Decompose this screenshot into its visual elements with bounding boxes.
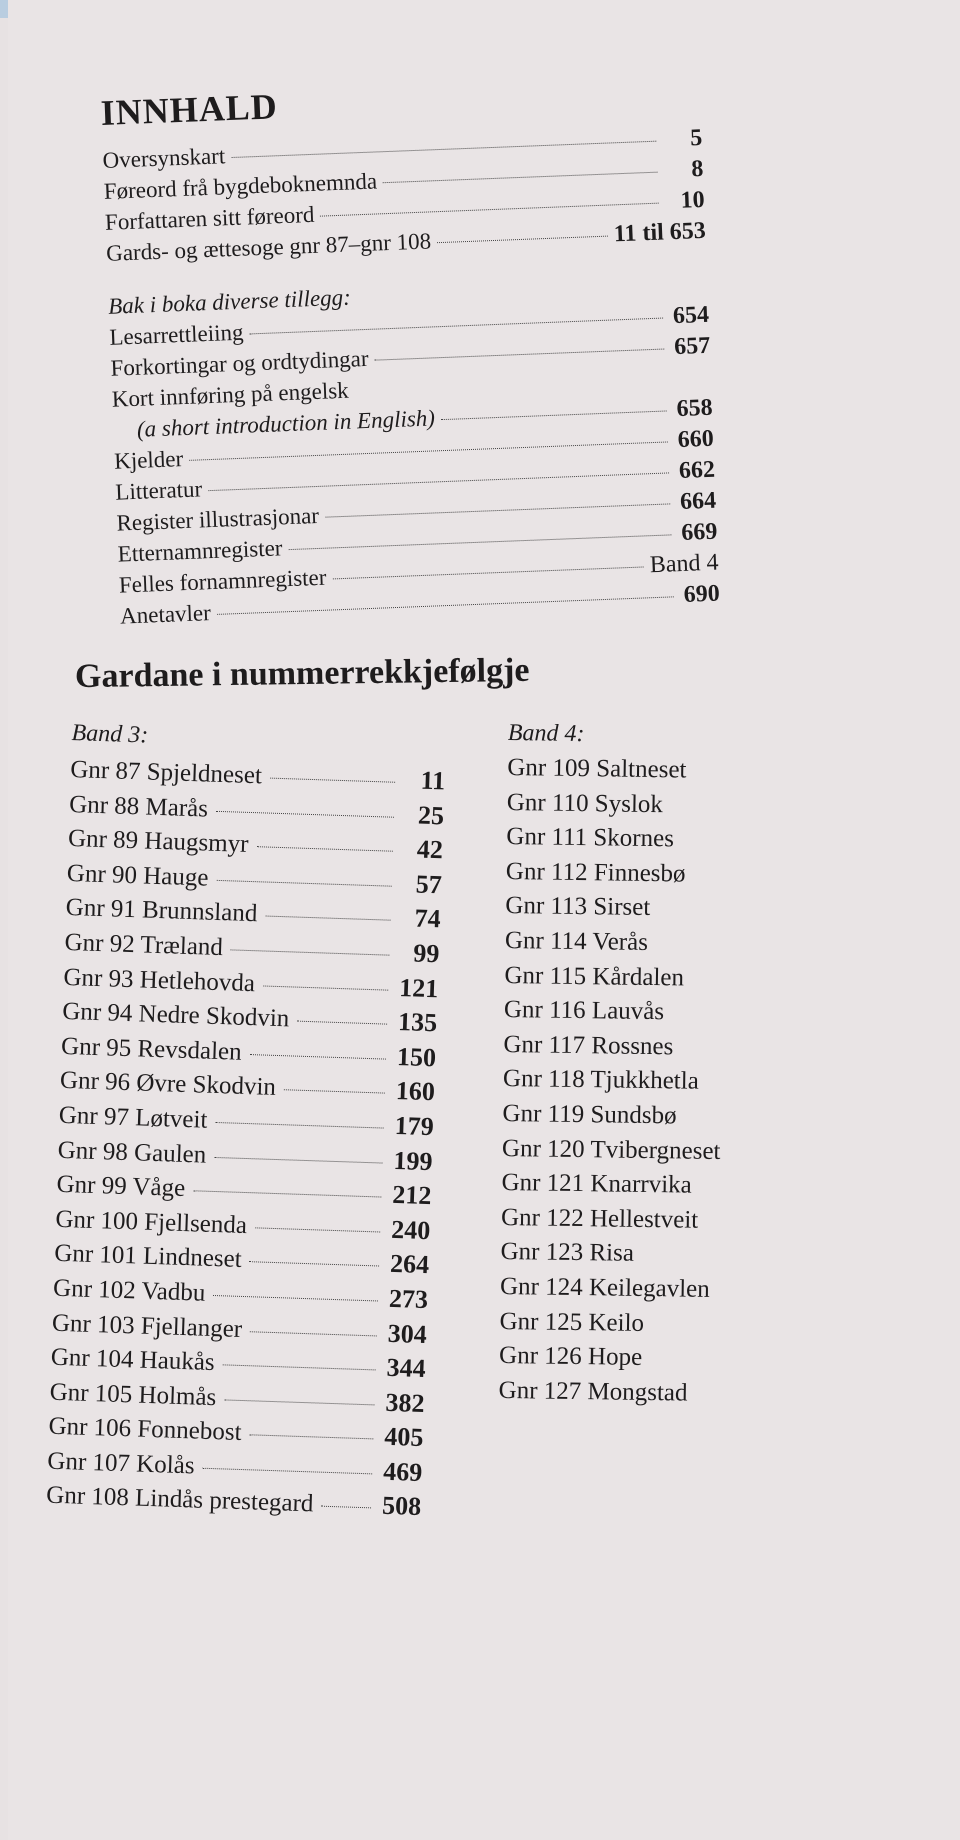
entry-label: Gnr 105 Holmås — [49, 1378, 217, 1411]
page-number: 264 — [389, 1249, 430, 1280]
leader-dots — [270, 778, 395, 783]
entry-label: Litteratur — [114, 476, 203, 505]
page-number: 469 — [382, 1456, 423, 1487]
page-number: 11 — [420, 765, 446, 796]
entry-label: Gnr 100 Fjellsenda — [55, 1205, 248, 1239]
leader-dots — [265, 916, 390, 921]
leader-dots — [255, 1227, 380, 1232]
leader-dots — [189, 441, 668, 460]
page-number: 199 — [393, 1145, 434, 1176]
leader-dots — [321, 1506, 371, 1509]
page-number: 99 — [412, 938, 440, 969]
farm-entry: Gnr 109 Saltneset — [507, 753, 687, 784]
farm-entry: Gnr 118 Tjukkhetla — [502, 1065, 699, 1096]
page-number: 150 — [396, 1041, 437, 1072]
farm-entry: Gnr 116 Lauvås — [503, 996, 665, 1026]
entry-label: Gnr 91 Brunnsland — [65, 894, 258, 928]
entry-label: Gnr 96 Øvre Skodvin — [59, 1067, 277, 1102]
page-number: 10 — [680, 186, 706, 214]
entry-label: Gnr 102 Vadbu — [52, 1274, 206, 1307]
entry-label: Gnr 92 Træland — [64, 928, 224, 962]
entry-label: Gnr 88 Marås — [68, 790, 209, 823]
page-number: 11 til 653 — [613, 217, 707, 248]
page-number: 273 — [388, 1283, 429, 1315]
leader-dots — [193, 1190, 381, 1197]
entry-label: Forfattaren sitt føreord — [104, 201, 315, 235]
page-number: 240 — [390, 1214, 431, 1245]
leader-dots — [215, 1122, 383, 1129]
farm-entry: Gnr 115 Kårdalen — [504, 961, 685, 992]
leader-dots — [202, 1468, 372, 1475]
leader-dots — [231, 141, 656, 158]
entry-label: Gnr 98 Gaulen — [57, 1136, 207, 1169]
leader-dots — [263, 985, 388, 990]
entry-label: Etternamnregister — [117, 535, 283, 567]
entry-label: Forkortingar og ordtydingar — [110, 345, 369, 381]
band3-label: Band 3: — [71, 720, 149, 749]
entry-label: Gnr 104 Haukås — [50, 1343, 216, 1377]
table-of-contents — [100, 69, 720, 635]
band4-label: Band 4: — [507, 720, 585, 748]
page-number: 57 — [415, 869, 443, 900]
entry-label: Felles fornamnregister — [118, 564, 327, 598]
band4-list — [498, 720, 808, 1415]
entry-label: Gnr 90 Hauge — [66, 859, 209, 892]
entry-label: (a short introduction in English) — [136, 405, 436, 442]
leader-dots — [288, 534, 671, 550]
leader-dots — [250, 1261, 379, 1266]
leader-dots — [249, 1435, 373, 1440]
entry-label: Gnr 107 Kolås — [46, 1447, 196, 1480]
farm-entry: Gnr 113 Sirset — [505, 892, 651, 922]
leader-dots — [208, 472, 669, 491]
page-number: 344 — [386, 1352, 427, 1384]
entry-label: Gnr 101 Lindneset — [53, 1240, 243, 1274]
page-number: 508 — [381, 1491, 422, 1522]
entry-label: Gnr 93 Hetlehovda — [63, 963, 256, 997]
leader-dots — [284, 1090, 385, 1094]
page-number: 664 — [679, 487, 717, 516]
leader-dots — [217, 596, 674, 615]
page-number: Band 4 — [649, 549, 720, 579]
farm-entry: Gnr 125 Keilo — [499, 1307, 645, 1337]
page-number: 25 — [417, 800, 445, 830]
entry-label: Gards- og ættesoge gnr 87–gnr 108 — [105, 228, 432, 266]
entry-label: Gnr 103 Fjellanger — [51, 1309, 243, 1343]
page-number: 160 — [395, 1076, 436, 1107]
leader-dots — [249, 318, 663, 335]
leader-dots — [213, 1295, 378, 1301]
farm-entry: Gnr 110 Syslok — [506, 788, 664, 818]
farm-entry: Gnr 114 Verås — [504, 926, 649, 956]
page-number: 135 — [397, 1007, 438, 1038]
page-number: 660 — [677, 425, 715, 454]
page-number: 304 — [387, 1318, 428, 1349]
leader-dots — [223, 1364, 376, 1370]
entry-label: Føreord frå bygdeboknemnda — [103, 168, 378, 204]
leader-dots — [441, 410, 667, 420]
leader-dots — [320, 203, 658, 217]
page-number: 382 — [385, 1387, 426, 1418]
entry-label: Kjelder — [113, 446, 184, 474]
farm-entry: Gnr 112 Finnesbø — [505, 857, 686, 888]
page-number: 74 — [414, 903, 442, 934]
leader-dots — [297, 1021, 387, 1025]
farm-entry: Gnr 122 Hellestveit — [500, 1203, 699, 1234]
farm-entry: Gnr 121 Knarrvika — [501, 1169, 692, 1199]
leader-dots — [325, 503, 670, 517]
leader-dots — [437, 236, 608, 244]
farm-entry: Gnr 126 Hope — [498, 1342, 643, 1372]
leader-dots — [383, 172, 657, 184]
page-number: 212 — [391, 1180, 432, 1211]
farm-entry: Gnr 127 Mongstad — [498, 1376, 688, 1407]
farms-heading: Gardane i nummerrekkjefølgje — [74, 651, 530, 696]
page-number: 669 — [680, 518, 718, 546]
page-number: 42 — [416, 834, 444, 865]
entry-label: Lesarrettleiing — [108, 319, 244, 350]
band3-list — [46, 720, 447, 1527]
farm-entry: Gnr 117 Rossnes — [503, 1030, 674, 1061]
page-number: 658 — [676, 394, 714, 423]
page-number: 179 — [394, 1110, 435, 1142]
leader-dots — [250, 1331, 377, 1336]
page-number: 662 — [678, 456, 716, 485]
page-number: 654 — [672, 301, 710, 330]
farm-entry: Gnr 120 Tvibergneset — [501, 1134, 721, 1165]
entry-label: Gnr 99 Våge — [56, 1170, 186, 1203]
entry-label: Oversynskart — [102, 143, 226, 173]
entry-label: Gnr 97 Løtveit — [58, 1101, 208, 1134]
entry-label: Gnr 106 Fonnebost — [48, 1412, 242, 1447]
entry-label: Gnr 87 Spjeldneset — [69, 755, 263, 790]
entry-label: Gnr 108 Lindås prestegard — [45, 1482, 314, 1518]
entry-label: Gnr 95 Revsdalen — [60, 1032, 243, 1066]
appendix-heading: Bak i boka diverse tillegg: — [107, 284, 352, 319]
toc-title: INNHALD — [100, 86, 279, 133]
leader-dots — [214, 1156, 382, 1163]
farm-entry: Gnr 123 Risa — [500, 1238, 635, 1268]
farm-entry: Gnr 119 Sundsbø — [502, 1099, 677, 1130]
farm-entry: Gnr 124 Keilegavlen — [499, 1272, 710, 1303]
page-number: 657 — [673, 332, 711, 361]
leader-dots — [216, 880, 391, 887]
page-number: 5 — [689, 124, 703, 152]
page-number: 8 — [690, 155, 704, 183]
leader-dots — [231, 949, 390, 955]
entry-label: Kort innføring på engelsk — [111, 377, 350, 412]
page-number: 405 — [383, 1422, 424, 1453]
leader-dots — [250, 1054, 386, 1060]
entry-label: Gnr 89 Haugsmyr — [67, 825, 249, 859]
leader-dots — [216, 810, 394, 817]
leader-dots — [256, 846, 392, 852]
leader-dots — [375, 349, 665, 361]
leader-dots — [224, 1399, 374, 1405]
entry-label: Anetavler — [119, 600, 212, 629]
page-number: 121 — [398, 972, 439, 1003]
entry-label: Register illustrasjonar — [116, 502, 320, 536]
page-number: 690 — [683, 580, 721, 608]
entry-label: Gnr 94 Nedre Skodvin — [61, 998, 290, 1033]
leader-dots — [332, 566, 644, 579]
farm-entry: Gnr 111 Skornes — [506, 823, 675, 853]
